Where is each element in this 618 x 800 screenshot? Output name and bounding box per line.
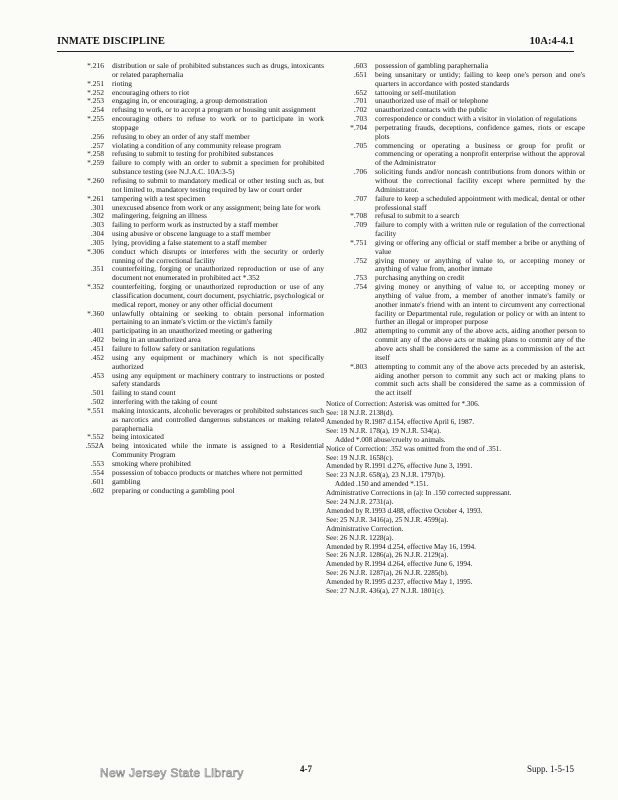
- offense-code: .802: [353, 326, 367, 336]
- right-column: [326, 61, 585, 596]
- amendment-note: Amended by R.1994 d.254, effective May 16, 1994.: [326, 542, 476, 551]
- supplement-date: Supp. 1-5-15: [527, 764, 574, 774]
- offense-description: unexcused absence from work or any assignment; being late for work: [112, 202, 321, 212]
- amendment-note: See: 25 N.J.R. 3416(a), 25 N.J.R. 4599(a).: [326, 515, 449, 524]
- offense-description: perpetrating frauds, deceptions, confidence games, riots or escape plots: [375, 122, 585, 141]
- offense-code: .351: [90, 264, 104, 274]
- header-rule: [57, 51, 574, 52]
- offense-code: *.708: [350, 211, 367, 221]
- offense-description: unauthorized contacts with the public: [375, 105, 488, 115]
- offense-description: unlawfully obtaining or seeking to obtain personal information pertaining to an inmate's victim or the victim's family: [112, 308, 324, 327]
- offense-entry: [335, 363, 585, 398]
- offense-entry: [335, 124, 585, 142]
- offense-description: possession of gambling paraphernalia: [375, 61, 489, 70]
- amendment-note: Amended by R.1987 d.154, effective April 6, 1987.: [326, 417, 474, 426]
- offense-code: .304: [90, 229, 104, 239]
- offense-code: .554: [90, 467, 104, 477]
- left-column: [72, 62, 324, 495]
- offense-entry: [335, 283, 585, 327]
- amendment-note: See: 19 N.J.R. 178(a), 19 N.J.R. 534(a).: [326, 426, 441, 435]
- offense-description: failing to stand count: [112, 388, 176, 398]
- offense-entry: [72, 442, 324, 460]
- amendment-note: Added .150 and amended *.151.: [335, 480, 429, 489]
- offense-entry: [72, 115, 324, 133]
- offense-description: failure to comply with a written rule or regulation of the correctional facility: [375, 220, 585, 239]
- amendment-notes: [326, 400, 585, 596]
- offense-code: .303: [90, 220, 104, 230]
- offense-code: .302: [90, 211, 104, 221]
- offense-description: using any equipment or machinery which is not specifically authorized: [112, 352, 324, 371]
- offense-code: .652: [353, 87, 367, 97]
- offense-code: *.252: [87, 87, 104, 97]
- offense-entry: [335, 257, 585, 275]
- offense-description: preparing or conducting a gambling pool: [112, 485, 235, 495]
- offense-description: refusal to submit to a search: [375, 211, 460, 221]
- offense-entry: [335, 71, 585, 89]
- offense-code: .702: [353, 105, 367, 115]
- offense-description: gambling: [112, 476, 141, 486]
- amendment-note: Amended by R.1995 d.237, effective May 1, 1995.: [326, 578, 473, 587]
- offense-code: *.259: [87, 158, 104, 168]
- offense-code: .601: [90, 476, 104, 486]
- offense-description: soliciting funds and/or noncash contributions from donors within or without the correctional facility except where permitted by the Administrator.: [375, 167, 585, 194]
- library-stamp: New Jersey State Library: [100, 766, 244, 780]
- offense-entry: [335, 221, 585, 239]
- offense-code: .256: [90, 131, 104, 141]
- offense-description: failure to comply with an order to submit a specimen for prohibited substance testing (see N.J.A.C. 10A:3-5): [112, 158, 324, 177]
- offense-code: *.360: [87, 308, 104, 318]
- offense-entry: [335, 327, 585, 362]
- offense-description: being unsanitary or untidy; failing to keep one's person and one's quarters in accordance with posted standards: [375, 69, 585, 88]
- amendment-note: See: 18 N.J.R. 2138(d).: [326, 408, 394, 417]
- amendment-note: See: 26 N.J.R. 1286(a), 26 N.J.R. 2129(a).: [326, 551, 449, 560]
- offense-code: .257: [90, 140, 104, 150]
- offense-description: tattooing or self-mutilation: [375, 87, 456, 97]
- offense-code: .451: [90, 344, 104, 353]
- offense-entry: [72, 283, 324, 310]
- offense-code: *.751: [350, 237, 367, 247]
- offense-code: *.306: [87, 246, 104, 256]
- offense-description: encouraging others to refuse to work or to participate in work stoppage: [112, 114, 324, 132]
- offense-entry: [72, 265, 324, 283]
- amendment-note: Amended by R.1994 d.264, effective June 6, 1994.: [326, 560, 473, 569]
- offense-code: *.251: [87, 78, 104, 88]
- offense-code: .706: [353, 167, 367, 177]
- offense-description: refusing to work, or to accept a program or housing unit assignment: [112, 105, 316, 115]
- offense-entry: [335, 142, 585, 169]
- offense-code: *.258: [87, 149, 104, 159]
- offense-description: engaging in, or encouraging, a group demonstration: [112, 96, 268, 106]
- offense-description: commencing or operating a business or group for profit or commencing or operating a nonprofit enterprise without the approval of the Administrator: [375, 140, 585, 168]
- offense-code: .452: [90, 352, 104, 362]
- offense-code: .709: [353, 220, 367, 230]
- amendment-note: See: 23 N.J.R. 658(a), 23 N.J.R. 1797(b).: [326, 471, 445, 480]
- offense-description: being intoxicated: [112, 432, 164, 442]
- offense-entry: [72, 372, 324, 390]
- offense-code: .707: [353, 193, 367, 203]
- offense-description: distribution or sale of prohibited substances such as drugs, intoxicants or related paraphernalia: [112, 61, 324, 79]
- running-header: [57, 36, 574, 50]
- offense-description: using abusive or obscene language to a staff member: [112, 229, 271, 239]
- amendment-note: Notice of Correction: Asterisk was omitted for *.306.: [326, 400, 480, 409]
- amendment-note: See: 26 N.J.R. 1287(a), 26 N.J.R. 2285(b).: [326, 569, 449, 578]
- offense-code: *.704: [350, 122, 367, 132]
- offense-code: .453: [90, 370, 104, 380]
- offense-description: counterfeiting, forging or unauthorized reproduction or use of any document not enumerated in prohibited act *.352: [112, 264, 324, 283]
- offense-code: *.552: [87, 432, 104, 442]
- offense-description: correspondence or conduct with a visitor in violation of regulations: [375, 114, 577, 124]
- offense-description: giving or offering any official or staff member a bribe or anything of value: [375, 237, 585, 256]
- offense-code: .254: [90, 105, 104, 115]
- section-number: 10A:4-4.1: [529, 36, 574, 47]
- offense-code: .552A: [85, 441, 104, 451]
- offense-description: making intoxicants, alcoholic beverages or prohibited substances such as narcotics and controlled dangerous substances or making related paraphernalia: [112, 405, 324, 433]
- offense-description: failure to keep a scheduled appointment with medical, dental or other professional staff: [375, 193, 585, 212]
- amendment-note: See: 24 N.J.R. 2731(a).: [326, 498, 394, 507]
- offense-code: .502: [90, 397, 104, 407]
- offense-code: .501: [90, 388, 104, 398]
- amendment-note: Administrative Correction.: [326, 524, 404, 533]
- offense-code: *.216: [87, 61, 104, 70]
- offense-description: failure to follow safety or sanitation regulations: [112, 344, 255, 353]
- offense-entry: [72, 469, 324, 478]
- offense-code: .553: [90, 458, 104, 468]
- offense-description: attempting to commit any of the above acts preceded by an asterisk, aiding another person to commit any such act or making plans to commit such acts shall be considered the same as a commission of the act itself: [375, 361, 585, 398]
- offense-entry: [335, 168, 585, 195]
- offense-entry: [72, 80, 324, 89]
- amendment-note: Amended by R.1993 d.488, effective October 4, 1993.: [326, 506, 483, 515]
- offense-description: lying, providing a false statement to a staff member: [112, 237, 267, 247]
- offense-code: .705: [353, 140, 367, 150]
- offense-code: *.260: [87, 175, 104, 185]
- offense-code: .301: [90, 202, 104, 212]
- offense-description: being in an unauthorized area: [112, 335, 201, 345]
- offense-description: possession of tobacco products or matches where not permitted: [112, 467, 302, 477]
- offense-description: refusing to submit to testing for prohibited substances: [112, 149, 274, 159]
- offense-description: being intoxicated while the inmate is assigned to a Residential Community Program: [112, 441, 324, 460]
- offense-entry: [72, 407, 324, 434]
- page-number: 4-7: [300, 764, 312, 774]
- amendment-note: Administrative Corrections in (a): In .150 corrected suppressant.: [326, 489, 512, 498]
- offense-entry: [72, 177, 324, 195]
- offense-code: .651: [353, 69, 367, 79]
- offense-description: using any equipment or machinery contrary to instructions or posted safety standards: [112, 370, 324, 389]
- amendment-note: See: 27 N.J.R. 436(a), 27 N.J.R. 1801(c).: [326, 587, 445, 596]
- offense-entry: [335, 239, 585, 257]
- offense-description: unauthorized use of mail or telephone: [375, 96, 489, 106]
- offense-entry: [72, 159, 324, 177]
- offense-code: *.352: [87, 282, 104, 292]
- offense-code: .703: [353, 114, 367, 124]
- offense-description: attempting to commit any of the above acts, aiding another person to commit any of the above acts or making plans to commit any of the above acts shall be considered the same as a commission of the act itself: [375, 326, 585, 362]
- chapter-title: INMATE DISCIPLINE: [57, 36, 165, 47]
- offense-code: *.551: [87, 405, 104, 415]
- offense-description: tampering with a test specimen: [112, 193, 206, 203]
- offense-entry: [335, 195, 585, 213]
- offense-description: malingering, feigning an illness: [112, 211, 207, 221]
- offense-description: participating in an unauthorized meeting or gathering: [112, 326, 272, 336]
- offense-code: .701: [353, 96, 367, 106]
- offense-code: .305: [90, 237, 104, 247]
- offense-code: .401: [90, 326, 104, 336]
- offense-description: giving money or anything of value to, or accepting money or anything of value from, another inmate: [375, 255, 585, 274]
- offense-description: conduct which disrupts or interferes with the security or orderly running of the correctional facility: [112, 246, 324, 265]
- offense-description: failing to perform work as instructed by a staff member: [112, 220, 279, 230]
- offense-code: .603: [353, 61, 367, 70]
- offense-description: encouraging others to riot: [112, 87, 190, 97]
- offense-description: giving money or anything of value to, or accepting money or anything of value from, a member of another inmate's family or another inmate's friend with an intent to circumvent any correctional facility or Departmental rule, regulation or policy or with an intent to further an illegal or improper purpose: [375, 282, 585, 327]
- offense-description: purchasing anything on credit: [375, 273, 465, 283]
- amendment-note: Added *.008 abuse/cruelty to animals.: [335, 435, 446, 444]
- offense-entry: [72, 248, 324, 266]
- offense-code: .753: [353, 273, 367, 283]
- offense-entry: [72, 487, 324, 496]
- offense-entry: [72, 62, 324, 80]
- offense-code: .752: [353, 255, 367, 265]
- offense-description: rioting: [112, 78, 132, 88]
- amendment-note: Amended by R.1991 d.276, effective June 3, 1991.: [326, 462, 473, 471]
- offense-code: *.253: [87, 96, 104, 106]
- offense-entry: [72, 310, 324, 328]
- offense-description: counterfeiting, forging or unauthorized reproduction or use of any classification document, court document, psychiatric, psychological or medical report, money or any other official document: [112, 282, 324, 309]
- offense-code: *.803: [350, 361, 367, 371]
- offense-code: .754: [353, 282, 367, 292]
- offense-description: smoking where prohibited: [112, 458, 191, 468]
- offense-code: .402: [90, 335, 104, 345]
- amendment-note: Notice of Correction: .352 was omitted from the end of .351.: [326, 444, 502, 453]
- offense-description: interfering with the taking of count: [112, 397, 218, 407]
- offense-description: refusing to obey an order of any staff member: [112, 131, 250, 141]
- amendment-note: See: 26 N.J.R. 1228(a).: [326, 533, 394, 542]
- offense-code: *.261: [87, 193, 104, 203]
- amendment-note: See: 19 N.J.R. 1658(c).: [326, 453, 394, 462]
- offense-code: *.255: [87, 114, 104, 124]
- offense-description: violating a condition of any community release program: [112, 140, 281, 150]
- offense-description: refusing to submit to mandatory medical or other testing such as, but not limited to, mandatory testing required by law or court order: [112, 175, 324, 194]
- offense-entry: [72, 354, 324, 372]
- right-entry-list: [335, 62, 585, 398]
- offense-code: .602: [90, 485, 104, 495]
